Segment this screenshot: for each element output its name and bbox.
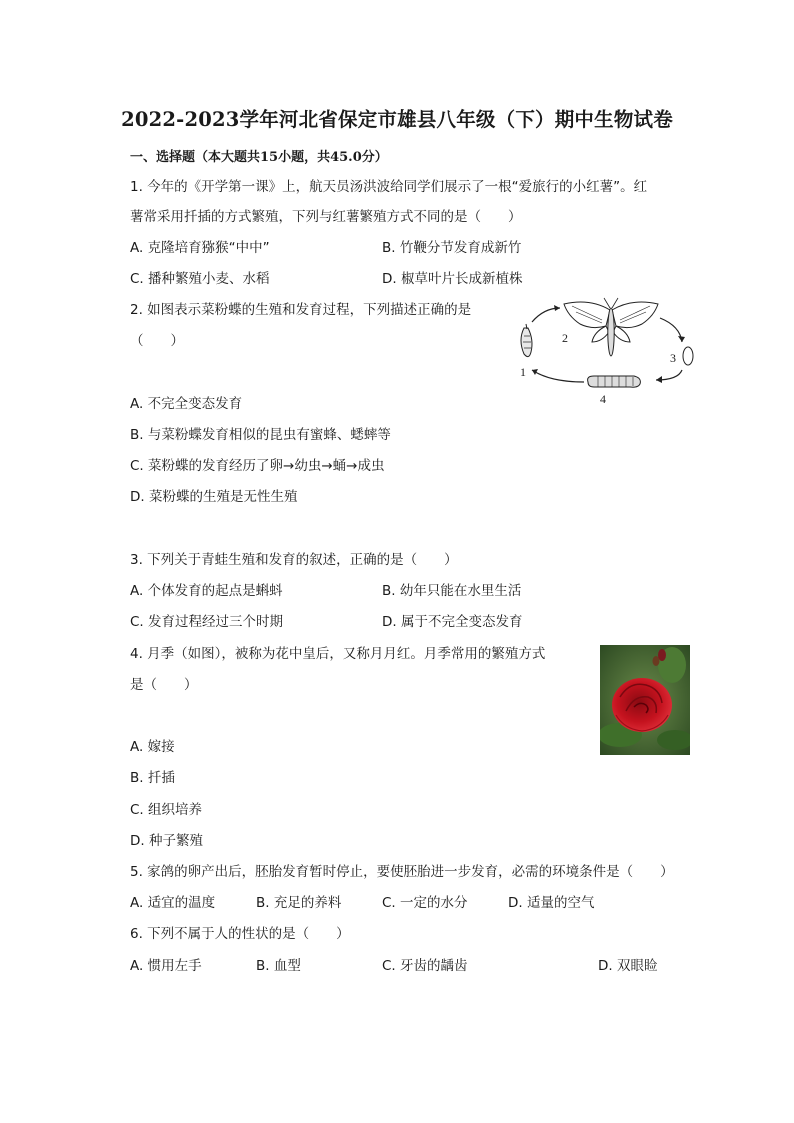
q4-stem-line2: 是（ ） (130, 677, 198, 693)
q5-option-d: D. 适量的空气 (508, 895, 595, 911)
q4-option-c: C. 组织培养 (130, 802, 203, 818)
q1-option-c: C. 播种繁殖小麦、水稻 (130, 271, 270, 287)
q5-option-c: C. 一定的水分 (382, 895, 468, 911)
q4-option-a: A. 嫁接 (130, 739, 175, 755)
section-heading: 一、选择题（本大题共15小题，共45.0分） (130, 150, 388, 165)
q1-stem-line2: 薯常采用扦插的方式繁殖，下列与红薯繁殖方式不同的是（ ） (130, 209, 522, 225)
q1-option-a: A. 克隆培育猕猴“中中” (130, 240, 270, 256)
q6-option-c: C. 牙齿的龋齿 (382, 958, 468, 974)
q1-option-b: B. 竹鞭分节发育成新竹 (382, 240, 522, 256)
q6-stem-line1: 6. 下列不属于人的性状的是（ ） (130, 926, 350, 942)
rose-icon (612, 678, 672, 732)
q5-stem-line1: 5. 家鸽的卵产出后，胚胎发育暂时停止，要使胚胎进一步发育，必需的环境条件是（ ） (130, 864, 674, 880)
q5-option-a: A. 适宜的温度 (130, 895, 216, 911)
q3-option-c: C. 发育过程经过三个时期 (130, 614, 284, 630)
larva-icon (588, 376, 641, 387)
q3-option-a: A. 个体发育的起点是蝌蚪 (130, 583, 283, 599)
fig-label-2: 2 (562, 331, 568, 345)
q4-option-b: B. 扦插 (130, 770, 175, 786)
q3-option-b: B. 幼年只能在水里生活 (382, 583, 522, 599)
rose-photo (600, 645, 690, 755)
q2-option-a: A. 不完全变态发育 (130, 396, 243, 412)
q3-option-d: D. 属于不完全变态发育 (382, 614, 523, 630)
q2-stem-line2: （ ） (130, 333, 184, 349)
q4-stem-line1: 4. 月季（如图），被称为花中皇后，又称月月红。月季常用的繁殖方式 (130, 646, 546, 662)
q2-stem-line1: 2. 如图表示菜粉蝶的生殖和发育过程，下列描述正确的是 (130, 302, 472, 318)
q5-option-b: B. 充足的养料 (256, 895, 342, 911)
q6-option-d: D. 双眼睑 (598, 958, 658, 974)
q2-option-d: D. 菜粉蝶的生殖是无性生殖 (130, 489, 298, 505)
fig-label-1: 1 (520, 365, 526, 379)
q6-option-b: B. 血型 (256, 958, 301, 974)
fig-label-4: 4 (600, 392, 606, 406)
q6-option-a: A. 惯用左手 (130, 958, 202, 974)
exam-title: 2022-2023学年河北省保定市雄县八年级（下）期中生物试卷 (121, 108, 673, 131)
q3-stem-line1: 3. 下列关于青蛙生殖和发育的叙述，正确的是（ ） (130, 552, 458, 568)
q2-option-b: B. 与菜粉蝶发育相似的昆虫有蜜蜂、蟋蟀等 (130, 427, 391, 443)
pupa-icon (521, 324, 532, 357)
q4-option-d: D. 种子繁殖 (130, 833, 203, 849)
q1-option-d: D. 椒草叶片长成新植株 (382, 271, 523, 287)
q2-option-c: C. 菜粉蝶的发育经历了卵→幼虫→蛹→成虫 (130, 458, 385, 474)
fig-label-3: 3 (670, 351, 676, 365)
butterfly-lifecycle-diagram (510, 296, 700, 408)
butterfly-icon (564, 298, 658, 356)
egg-icon (683, 347, 693, 365)
q1-stem-line1: 1. 今年的《开学第一课》上，航天员汤洪波给同学们展示了一根“爱旅行的小红薯”。红 (130, 179, 648, 195)
